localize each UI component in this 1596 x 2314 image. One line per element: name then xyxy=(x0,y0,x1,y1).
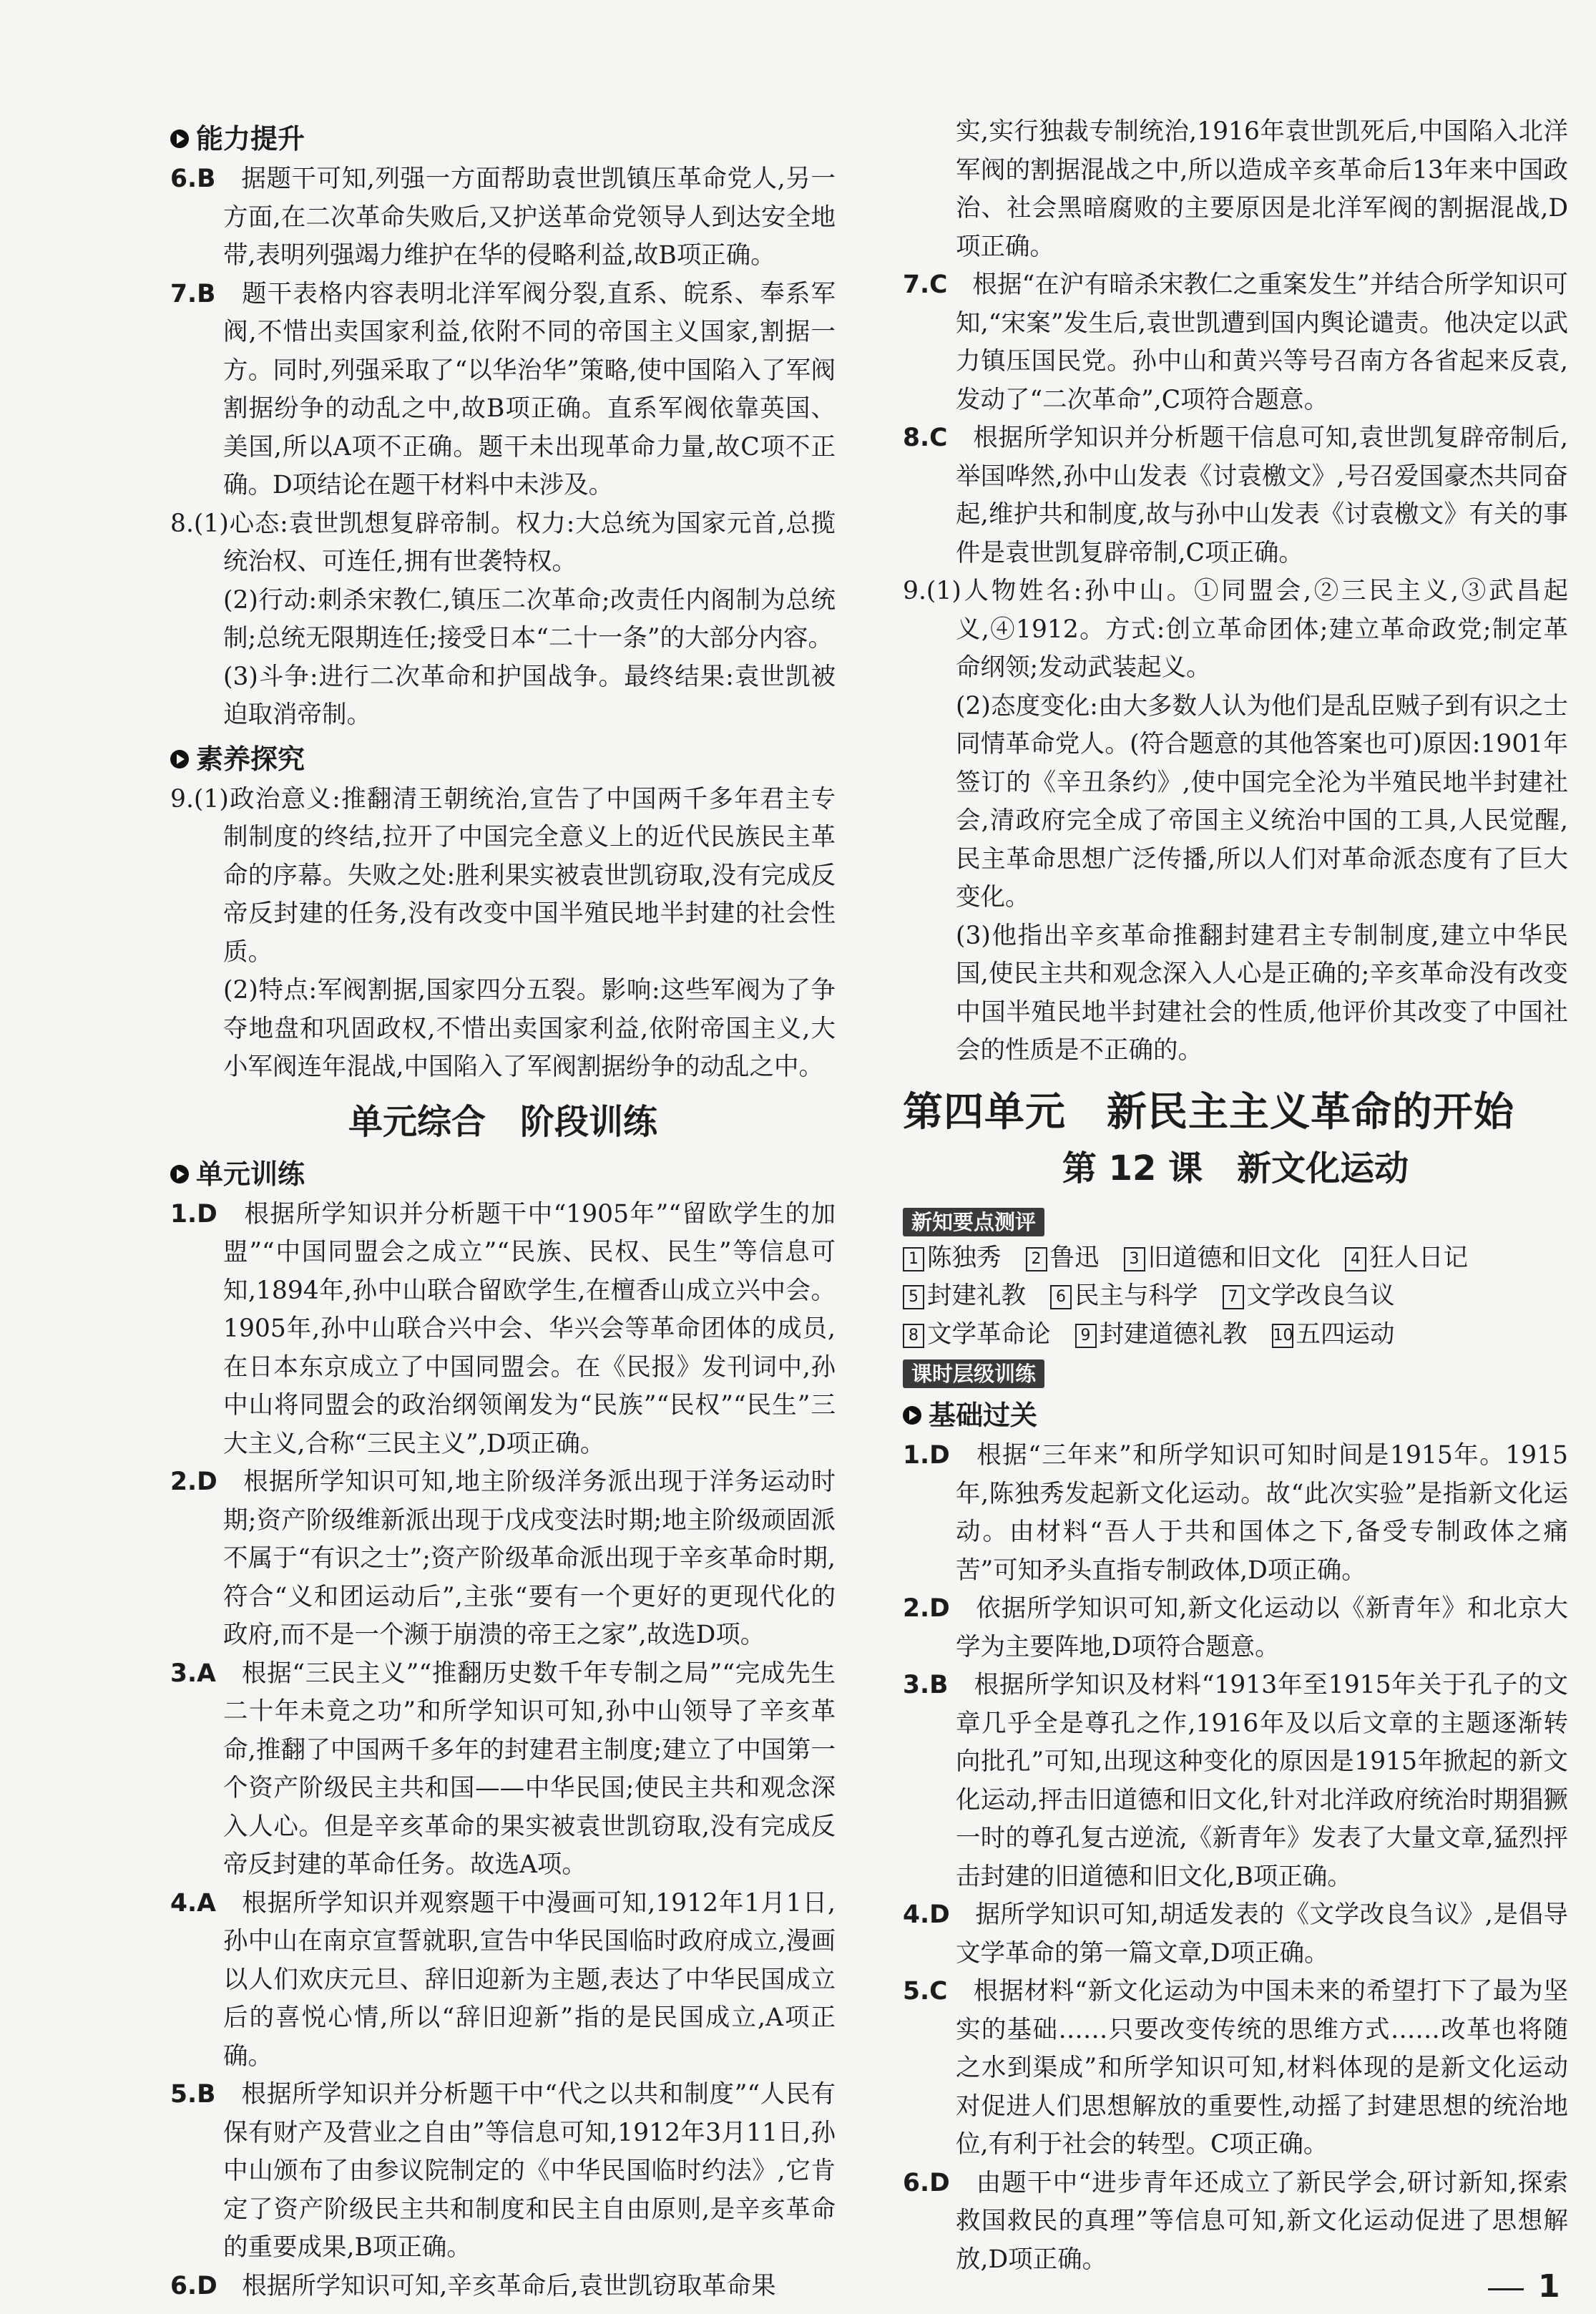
answer-item-cont: (3)他指出辛亥革命推翻封建君主专制制度,建立中华民国,使民主共和观念深入人心是正确的;辛亥革命没有改变中国半殖民地半封建社会的性质,他评价其改变了中国社会的性质是不正确的。 xyxy=(956,921,1568,1065)
answer-item: 1.D 根据所学知识并分析题干中“1905年”“留欧学生的加盟”“中国同盟会之成立”“民族、民权、民生”等信息可知,1894年,孙中山联合留欧学生,在檀香山成立兴中会。1905年,孙中山联合兴中会、华兴会等革命团体的成员,在日本东京成立了中国同盟会。在《民报》发刊词中,孙中山将同盟会的政治纲领阐发为“民族”“民权”“民生”三大主义,合称“三民主义”,D项正确。 xyxy=(170,1199,836,1458)
answer-item: 3.B 根据所学知识及材料“1913年至1915年关于孔子的文章几乎全是尊孔之作,1916年及以后文章的主题逐渐转向批孔”可知,出现这种变化的原因是1915年掀起的新文化运动,抨击旧道德和旧文化,针对北洋政府统治时期猖獗一时的尊孔复古逆流,《新青年》发表了大量文章,猛烈抨击封建的旧道德和旧文化,B项正确。 xyxy=(903,1671,1568,1891)
unit-four-title: 第四单元 新民主主义革命的开始 xyxy=(903,1088,1514,1136)
answer-item: 1.D 根据“三年来”和所学知识可知时间是1915年。1915年,陈独秀发起新文化运动。故“此次实验”是指新文化运动。由材料“吾人于共和国体之下,备受专制政体之痛苦”可知矛头直指专制政体,D项正确。 xyxy=(903,1441,1569,1585)
keyword-item: 8 文学革命论 xyxy=(903,1316,1051,1354)
answer-item: 6.B 据题干可知,列强一方面帮助袁世凯镇压革命党人,另一方面,在二次革命失败后,又护送革命党领导人到达安全地带,表明列强竭力维护在华的侵略利益,故B项正确。 xyxy=(170,165,836,270)
keyword-item: 4 狂人日记 xyxy=(1345,1239,1468,1278)
section-literacy: 素养探究 xyxy=(170,739,836,779)
play-bullet-icon xyxy=(903,1406,921,1425)
answer-item: 4.A 根据所学知识并观察题干中漫画可知,1912年1月1日,孙中山在南京宣誓就职,宣告中华民国临时政府成立,漫画以人们欢庆元旦、辞旧迎新为主题,表达了中华民国成立后的喜悦心情,所以“辞旧迎新”指的是民国成立,A项正确。 xyxy=(170,1888,836,2071)
answer-item: 9.(1)人物姓名:孙中山。①同盟会,②三民主义,③武昌起义,④1912。方式:创立革命团体;建立革命政党;制定革命纲领;发动武装起义。 xyxy=(903,577,1568,682)
section-basic: 基础过关 xyxy=(903,1395,1568,1435)
page-number-dash xyxy=(1488,2288,1524,2290)
answer-item-cont: (2)态度变化:由大多数人认为他们是乱臣贼子到有识之士同情革命党人。(符合题意的其他答案也可)原因:1901年签订的《辛丑条约》,使中国完全沦为半殖民地半封建社会,清政府完全成了帝国主义统治中国的工具,人民觉醒,民主革命思想广泛传播,所以人们对革命派态度有了巨大变化。 xyxy=(956,691,1568,912)
answer-item: 6.D 由题干中“进步青年还成立了新民学会,研讨新知,探索救国救民的真理”等信息可知,新文化运动促进了思想解放,D项正确。 xyxy=(903,2168,1568,2274)
answer-item: 8.(1)心态:袁世凯想复辟帝制。权力:大总统为国家元首,总揽统治权、可连任,拥有世袭特权。 xyxy=(170,509,836,576)
right-column xyxy=(903,113,1568,2279)
page-number: 1 xyxy=(1538,2268,1560,2305)
answer-item: 2.D 依据所学知识可知,新文化运动以《新青年》和北京大学为主要阵地,D项符合题意。 xyxy=(903,1594,1569,1661)
keyword-item: 6 民主与科学 xyxy=(1050,1277,1198,1316)
answer-item: 5.B 根据所学知识并分析题干中“代之以共和制度”“人民有保有财产及营业之自由”等信息可知,1912年3月11日,孙中山颁布了由参议院制定的《中华民国临时约法》,它肯定了资产阶级民主共和制度和民主自由原则,是辛亥革命的重要成果,B项正确。 xyxy=(170,2080,836,2262)
class-training-tag: 课时层级训练 xyxy=(903,1359,1044,1388)
keyword-list xyxy=(903,1239,1568,1354)
answer-item: 3.A 根据“三民主义”“推翻历史数千年专制之局”“完成先生二十年未竟之功”和所学知识可知,孙中山领导了辛亥革命,推翻了中国两千多年的封建君主制度;建立了中国第一个资产阶级民主共和国——中华民国;使民主共和观念深入人心。但是辛亥革命的果实被袁世凯窃取,没有完成反帝反封建的革命任务。故选A项。 xyxy=(170,1659,836,1879)
answer-item: 6.D 根据所学知识可知,辛亥革命后,袁世凯窃取革命果 xyxy=(170,2271,776,2300)
answer-item-cont: (3)斗争:进行二次革命和护国战争。最终结果:袁世凯被迫取消帝制。 xyxy=(223,662,836,729)
answer-item-cont: (2)行动:刺杀宋教仁,镇压二次革命;改责任内阁制为总统制;总统无限期连任;接受日本“二十一条”的大部分内容。 xyxy=(223,585,836,653)
new-knowledge-tag: 新知要点测评 xyxy=(903,1208,1044,1236)
play-bullet-icon xyxy=(170,750,189,768)
answer-item: 5.C 根据材料“新文化运动为中国未来的希望打下了最为坚实的基础……只要改变传统的思维方式……改革也将随之水到渠成”和所学知识可知,材料体现的是新文化运动对促进人们思想解放的重要性,动摇了封建思想的统治地位,有利于社会的转型。C项正确。 xyxy=(903,1977,1569,2159)
unit-summary-title: 单元综合 阶段训练 xyxy=(348,1101,657,1142)
answer-item: 7.C 根据“在沪有暗杀宋教仁之重案发生”并结合所学知识可知,“宋案”发生后,袁世凯遭到国内舆论谴责。他决定以武力镇压国民党。孙中山和黄兴等号召南方各省起来反袁,发动了“二次革命”,C项符合题意。 xyxy=(903,270,1569,414)
lesson-title: 第 12 课 新文化运动 xyxy=(1062,1148,1409,1188)
left-column xyxy=(170,114,836,2305)
play-bullet-icon xyxy=(170,1165,189,1183)
answer-item-cont: 实,实行独裁专制统治,1916年袁世凯死后,中国陷入北洋军阀的割据混战之中,所以造成辛亥革命后13年来中国政治、社会黑暗腐败的主要原因是北洋军阀的割据混战,D项正确。 xyxy=(956,117,1568,261)
section-unit-training: 单元训练 xyxy=(170,1154,836,1194)
keyword-item: 7 文学改良刍议 xyxy=(1223,1277,1395,1316)
answer-item: 4.D 据所学知识可知,胡适发表的《文学改良刍议》,是倡导文学革命的第一篇文章,D项正确。 xyxy=(903,1900,1569,1968)
keyword-item: 1 陈独秀 xyxy=(903,1239,1002,1278)
play-bullet-icon xyxy=(170,130,189,148)
keyword-item: 2 鲁迅 xyxy=(1026,1239,1100,1278)
answer-item-cont: (2)特点:军阀割据,国家四分五裂。影响:这些军阀为了争夺地盘和巩固政权,不惜出卖国家利益,依附帝国主义,大小军阀连年混战,中国陷入了军阀割据纷争的动乱之中。 xyxy=(223,976,836,1081)
keyword-item: 10 五四运动 xyxy=(1273,1319,1395,1349)
answer-item: 7.B 题干表格内容表明北洋军阀分裂,直系、皖系、奉系军阀,不惜出卖国家利益,依附不同的帝国主义国家,割据一方。同时,列强采取了“以华治华”策略,使中国陷入了军阀割据纷争的动乱之中,故B项正确。直系军阀依靠英国、美国,所以A项不正确。题干未出现革命力量,故C项不正确。D项结论在题干材料中未涉及。 xyxy=(170,279,836,499)
keyword-item: 5 封建礼教 xyxy=(903,1277,1026,1316)
keyword-item: 9 封建道德礼教 xyxy=(1075,1316,1248,1354)
answer-item: 9.(1)政治意义:推翻清王朝统治,宣告了中国两千多年君主专制制度的终结,拉开了中国完全意义上的近代民族民主革命的序幕。失败之处:胜利果实被袁世凯窃取,没有完成反帝反封建的任务,没有改变中国半殖民地半封建的社会性质。 xyxy=(170,784,836,967)
section-ability: 能力提升 xyxy=(170,119,836,159)
answer-item: 8.C 根据所学知识并分析题干信息可知,袁世凯复辟帝制后,举国哗然,孙中山发表《讨袁檄文》,号召爱国豪杰共同奋起,维护共和制度,故与孙中山发表《讨袁檄文》有关的事件是袁世凯复辟帝制,C项正确。 xyxy=(903,424,1568,567)
keyword-item: 3 旧道德和旧文化 xyxy=(1124,1239,1321,1278)
answer-item: 2.D 根据所学知识可知,地主阶级洋务派出现于洋务运动时期;资产阶级维新派出现于戊戌变法时期;地主阶级顽固派不属于“有识之士”;资产阶级革命派出现于辛亥革命时期,符合“义和团运动后”,主张“要有一个更好的更现代化的政府,而不是一个濒于崩溃的帝王之家”,故选D项。 xyxy=(170,1468,836,1649)
